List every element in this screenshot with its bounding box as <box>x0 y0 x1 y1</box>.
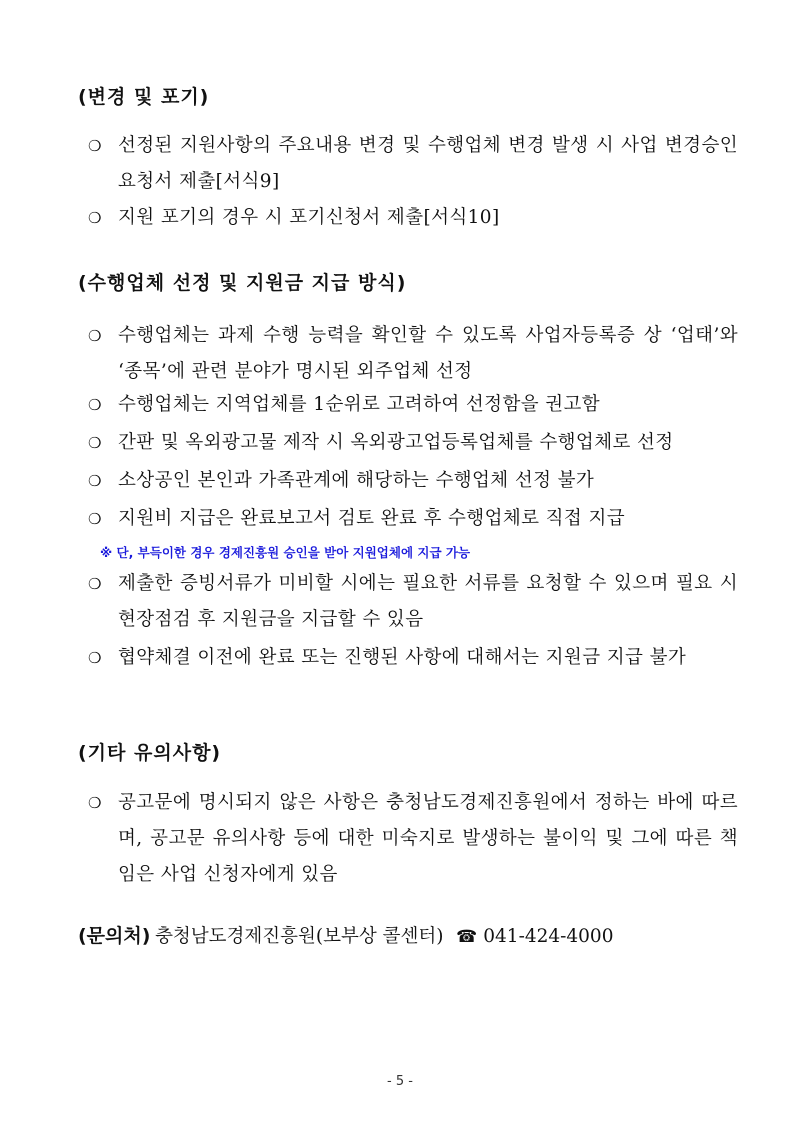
telephone-icon: ☎ <box>456 927 478 947</box>
circle-bullet-icon: ❍ <box>88 137 102 155</box>
circle-bullet-icon: ❍ <box>88 510 102 528</box>
section-heading-vendor-payment: (수행업체 선정 및 지원금 지급 방식) <box>78 272 407 294</box>
list-item <box>88 200 738 236</box>
list-item <box>88 128 738 200</box>
payment-exception-note: ※ 단, 부득이한 경우 경제진흥원 승인을 받아 지원업체에 지급 가능 <box>100 545 471 560</box>
circle-bullet-icon: ❍ <box>88 396 102 414</box>
list-item <box>88 387 738 423</box>
section-heading-other-notes: (기타 유의사항) <box>78 742 222 764</box>
list-item-text: 간판 및 옥외광고물 제작 시 옥외광고업등록업체를 수행업체로 선정 <box>118 432 674 453</box>
circle-bullet-icon: ❍ <box>88 794 102 812</box>
circle-bullet-icon: ❍ <box>88 472 102 490</box>
list-item-text: 공고문에 명시되지 않은 사항은 충청남도경제진흥원에서 정하는 바에 따르며, 공고문 유의사항 등에 대한 미숙지로 발생하는 불이익 및 그에 따른 책임은 사업 신청자에게 있음 <box>118 792 738 885</box>
list-item <box>88 566 738 638</box>
circle-bullet-icon: ❍ <box>88 575 102 593</box>
list-item <box>88 640 738 676</box>
list-item-text: 소상공인 본인과 가족관계에 해당하는 수행업체 선정 불가 <box>118 470 595 491</box>
circle-bullet-icon: ❍ <box>88 327 102 345</box>
list-item-text: 지원 포기의 경우 시 포기신청서 제출[서식10] <box>118 207 500 228</box>
list-item <box>88 425 738 461</box>
list-item-text: 수행업체는 과제 수행 능력을 확인할 수 있도록 사업자등록증 상 ‘업태’와 ‘종목’에 관련 분야가 명시된 외주업체 선정 <box>118 325 738 382</box>
page-number: - 5 - <box>387 1074 413 1089</box>
list-item <box>88 318 738 390</box>
list-item-text: 지원비 지급은 완료보고서 검토 완료 후 수행업체로 직접 지급 <box>118 508 626 529</box>
contact-phone-number: 041-424-4000 <box>483 926 614 947</box>
list-item <box>88 463 738 499</box>
contact-label: (문의처) <box>78 925 151 947</box>
contact-line <box>78 921 613 948</box>
list-item-text: 수행업체는 지역업체를 1순위로 고려하여 선정함을 권고함 <box>118 394 601 415</box>
list-item-text: 제출한 증빙서류가 미비할 시에는 필요한 서류를 요청할 수 있으며 필요 시 현장점검 후 지원금을 지급할 수 있음 <box>118 573 738 630</box>
contact-organization: 충청남도경제진흥원(보부상 콜센터) <box>155 926 444 947</box>
circle-bullet-icon: ❍ <box>88 649 102 667</box>
circle-bullet-icon: ❍ <box>88 434 102 452</box>
list-item-text: 협약체결 이전에 완료 또는 진행된 사항에 대해서는 지원금 지급 불가 <box>118 647 687 668</box>
list-item-text: 선정된 지원사항의 주요내용 변경 및 수행업체 변경 발생 시 사업 변경승인 요청서 제출[서식9] <box>118 135 738 192</box>
list-item <box>88 501 738 537</box>
section-heading-change: (변경 및 포기) <box>78 86 210 108</box>
circle-bullet-icon: ❍ <box>88 209 102 227</box>
list-item <box>88 785 738 893</box>
